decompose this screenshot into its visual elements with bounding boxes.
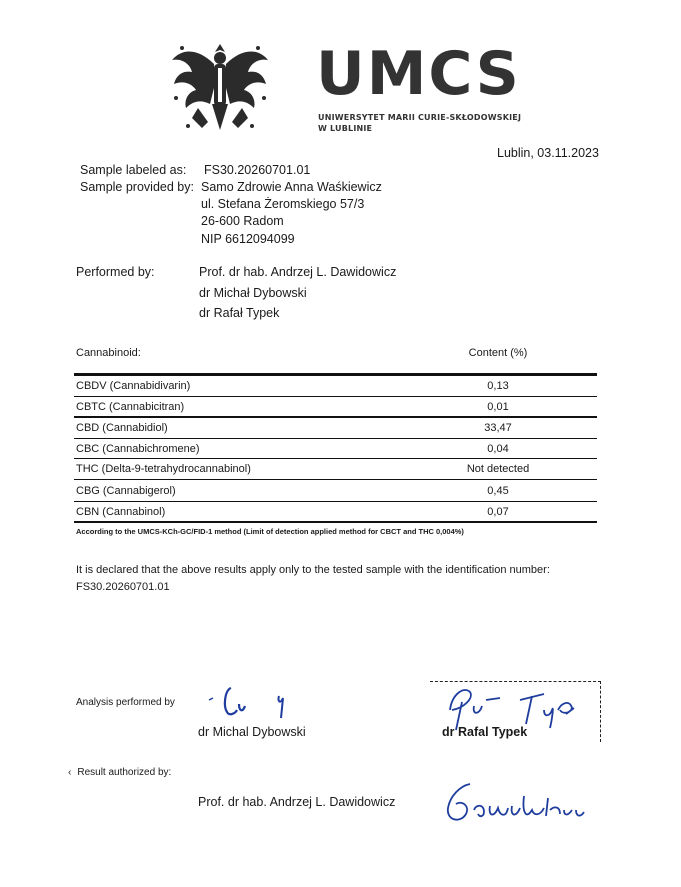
provider-name: Samo Zdrowie Anna Waśkiewicz [201,180,382,194]
table-row-name: CBD (Cannabidiol) [76,422,168,434]
table-row-name: CBC (Cannabichromene) [76,443,200,455]
table-divider [74,396,597,397]
authorizer-name: Prof. dr hab. Andrzej L. Dawidowicz [198,795,396,809]
performed-person-1: Prof. dr hab. Andrzej L. Dawidowicz [199,265,397,279]
declaration-line2: FS30.20260701.01 [76,581,170,593]
table-divider [74,438,597,439]
logo-subtitle-line1: UNIWERSYTET MARII CURIE-SKŁODOWSKIEJ [318,113,522,122]
declaration-line1: It is declared that the above results apply only to the tested sample with the identification number: [76,564,550,576]
analyst1-name: dr Michal Dybowski [198,725,306,739]
table-row-name: CBDV (Cannabidivarin) [76,380,191,392]
analysis-caption: Analysis performed by [76,697,175,708]
logo-wordmark: UMCS [316,39,521,109]
analyst2-name: dr Rafal Typek [442,725,528,739]
table-row-name: THC (Delta-9-tetrahydrocannabinol) [76,463,251,475]
table-row-name: CBN (Cannabinol) [76,506,166,518]
table-divider [74,521,597,523]
signature-dybowski-image [205,682,295,722]
sample-label-value: FS30.20260701.01 [204,163,311,177]
performed-person-2: dr Michał Dybowski [199,286,307,300]
table-divider [74,501,597,502]
sample-provided-caption: Sample provided by: [80,180,194,194]
provider-nip: NIP 6612094099 [201,232,295,246]
table-divider [74,416,597,418]
performed-caption: Performed by: [76,265,155,279]
table-row-value: 0,04 [487,443,509,455]
table-row-value: Not detected [466,463,530,475]
table-divider [74,458,597,459]
table-row-name: CBTC (Cannabicitran) [76,401,185,413]
signature-dawidowicz-image [440,776,590,832]
table-row-value: 0,13 [487,380,509,392]
table-row-value: 0,45 [487,485,509,497]
eagle-emblem-icon [168,38,272,138]
table-divider [74,479,597,480]
table-divider [74,373,597,376]
authorized-caption-text: Result authorized by: [77,767,172,778]
table-header-name: Cannabinoid: [76,347,141,359]
table-row-name: CBG (Cannabigerol) [76,485,176,497]
provider-city: 26-600 Radom [201,214,284,228]
table-row-value: 0,01 [487,401,509,413]
sample-label-caption: Sample labeled as: [80,163,187,177]
authorized-caption: ‹ Result authorized by: [68,767,172,778]
provider-street: ul. Stefana Żeromskiego 57/3 [201,197,365,211]
logo-subtitle [318,112,521,134]
performed-person-3: dr Rafał Typek [199,306,280,320]
table-header-value: Content (%) [468,347,528,359]
logo-subtitle-line2: W LUBLINIE [318,124,373,133]
method-note: According to the UMCS-KCh-GC/FID-1 method (Limit of detection applied method for CBCT and THC 0,004%) [76,527,464,536]
place-date: Lublin, 03.11.2023 [497,146,599,160]
table-row-value: 0,07 [487,506,509,518]
table-row-value: 33,47 [484,422,512,434]
